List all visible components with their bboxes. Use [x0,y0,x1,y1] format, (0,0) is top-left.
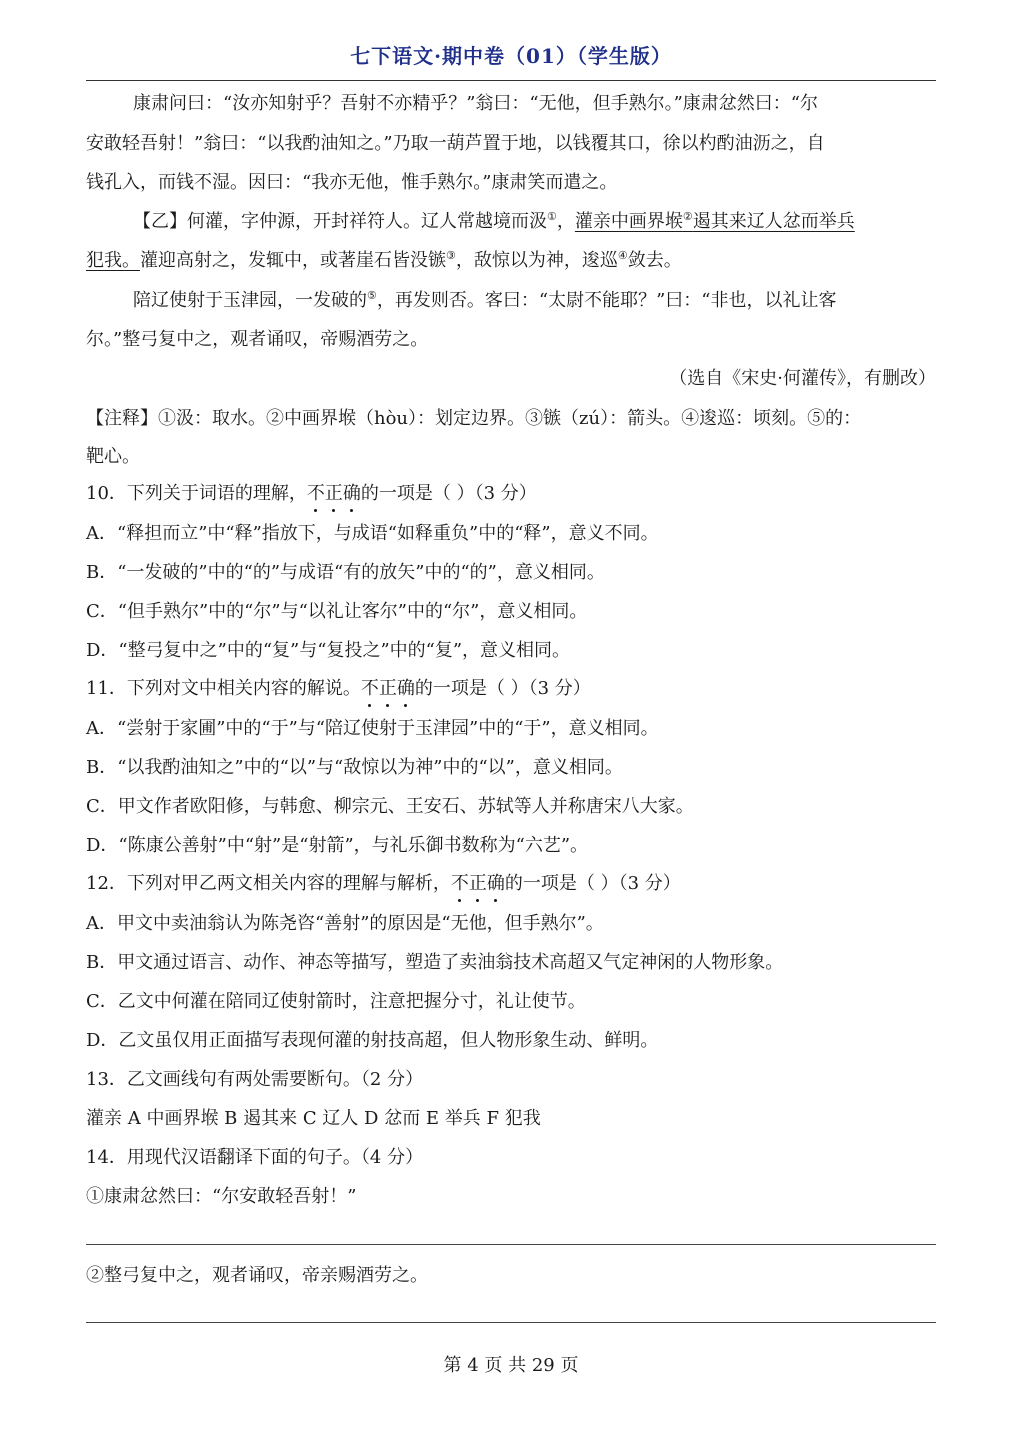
footnote-marker: ④ [617,249,628,262]
question-13-stem: 13．乙文画线句有两处需要断句。（2 分） [86,1069,424,1090]
question-11-option-b: B．“以我酌油知之”中的“以”与“敌惊以为神”中的“以”，意义相同。 [86,757,623,778]
question-12-option-b: B．甲文通过语言、动作、神态等描写，塑造了卖油翁技术高超又气定神闲的人物形象。 [86,952,784,973]
underlined-sentence: 犯我。 [86,250,140,271]
question-10-option-d: D．“整弓复中之”中的“复”与“复投之”中的“复”，意义相同。 [86,640,571,661]
emphasis-char: 正 [379,675,397,703]
emphasis-char: 确 [397,675,415,703]
answer-line [86,1322,936,1323]
emphasis-char: 不 [451,870,469,898]
question-13-sentence: 灌亲 A 中画界堠 B 遏其来 C 辽人 D 忿而 E 举兵 F 犯我 [86,1108,541,1129]
question-11-option-c: C．甲文作者欧阳修，与韩愈、柳宗元、王安石、苏轼等人并称唐宋八大家。 [86,796,694,817]
passage-line: 安敢轻吾射！”翁曰：“以我酌油知之。”乃取一葫芦置于地，以钱覆其口，徐以杓酌油沥之，自 [86,133,825,154]
footnote-marker: ⑤ [367,289,377,302]
question-11-option-a: A．“尝射于家圃”中的“于”与“陪辽使射于玉津园”中的“于”，意义相同。 [86,718,659,739]
question-11-option-d: D．“陈康公善射”中“射”是“射箭”，与礼乐御书数称为“六艺”。 [86,835,589,856]
question-12-option-d: D．乙文虽仅用正面描写表现何灌的射技高超，但人物形象生动、鲜明。 [86,1030,659,1051]
question-12-option-a: A．甲文中卖油翁认为陈尧咨“善射”的原因是“无他，但手熟尔”。 [86,913,604,934]
emphasis-char: 正 [325,480,343,508]
question-14-sentence-2: ②整弓复中之，观者诵叹，帝亲赐酒劳之。 [86,1265,428,1286]
passage-line: 陪辽使射于玉津园，一发破的⑤，再发则否。客曰：“太尉不能耶？”曰：“非也，以礼让客 [133,289,837,311]
emphasis-char: 确 [487,870,505,898]
passage-line: 康肃问曰：“汝亦知射乎？吾射不亦精乎？”翁曰：“无他，但手熟尔。”康肃忿然曰：“尔 [133,93,819,114]
page-header-title: 七下语文·期中卷（01）（学生版） [350,44,672,68]
question-10-option-c: C．“但手熟尔”中的“尔”与“以礼让客尔”中的“尔”，意义相同。 [86,601,588,622]
question-10-option-a: A．“释担而立”中“释”指放下，与成语“如释重负”中的“释”，意义不同。 [86,523,659,544]
passage-source: （选自《宋史·何灌传》，有删改） [669,368,936,389]
question-12-stem: 12．下列对甲乙两文相关内容的理解与解析，不正确的一项是（ ）（3 分） [86,870,936,898]
question-10-stem: 10．下列关于词语的理解，不正确的一项是（ ）（3 分） [86,480,936,508]
passage-line: 【乙】何灌，字仲源，开封祥符人。辽人常越境而汲①，灌亲中画界堠②遏其来辽人忿而举兵 [133,210,855,232]
underlined-sentence: 灌亲中画界堠②遏其来辽人忿而举兵 [574,210,855,232]
emphasis-char: 不 [361,675,379,703]
footnote-marker: ① [547,210,557,223]
page-number: 第 4 页 共 29 页 [443,1355,579,1376]
notes-line: 【注释】①汲：取水。②中画界堠（hòu）：划定边界。③镞（zú）：箭头。④逡巡：顷刻。⑤的： [86,408,862,429]
question-14-sentence-1: ①康肃忿然曰：“尔安敢轻吾射！” [86,1186,357,1207]
question-14-stem: 14．用现代汉语翻译下面的句子。（4 分） [86,1147,424,1168]
notes-line: 靶心。 [86,446,140,467]
footnote-marker: ③ [446,249,456,262]
passage-line: 犯我。灌迎高射之，发辄中，或著崖石皆没镞③，敌惊以为神，逡巡④敛去。 [86,249,682,271]
passage-line: 尔。”整弓复中之，观者诵叹，帝赐酒劳之。 [86,329,429,350]
answer-line [86,1244,936,1245]
question-10-option-b: B．“一发破的”中的“的”与成语“有的放矢”中的“的”，意义相同。 [86,562,605,583]
question-12-option-c: C．乙文中何灌在陪同辽使射箭时，注意把握分寸，礼让使节。 [86,991,586,1012]
emphasis-char: 正 [469,870,487,898]
question-11-stem: 11．下列对文中相关内容的解说。不正确的一项是（ ）（3 分） [86,675,936,703]
footnote-marker: ② [682,210,693,223]
header-divider [86,80,936,81]
emphasis-char: 确 [343,480,361,508]
emphasis-char: 不 [307,480,325,508]
passage-line: 钱孔入，而钱不湿。因曰：“我亦无他，惟手熟尔。”康肃笑而遣之。 [86,172,618,193]
